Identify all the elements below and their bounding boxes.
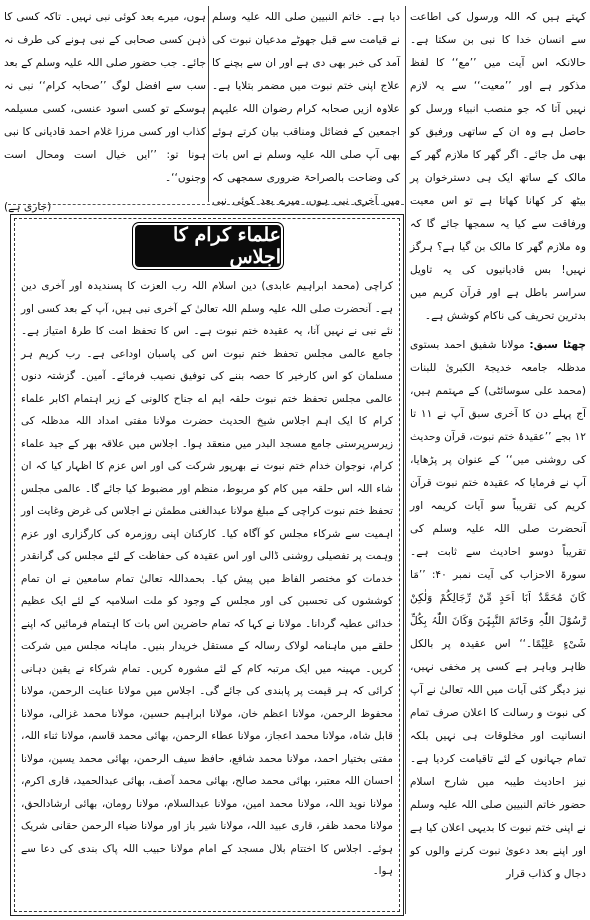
left-column-text: ہوں، میرے بعد کوئی نبی نہیں۔ تاکہ کسی کا ذہن کسی صحابی کے نبی ہونے کی طرف نہ جائے۔ جب حضور صلی اللہ علیہ وسلم کے بعد سب سے افضل لوگ ’’صحابہ کرام‘‘ نبی نہ ہوسکے تو کسی اسود عنسی، کسی مسیلمہ کذاب اور کسی مرزا غلام احمد قادیانی کا نبی ہونا تو: ’’ایں خیال است ومحال است وجنوں‘‘۔ (4, 11, 206, 184)
article-body (21, 275, 393, 907)
article-banner-title: علماء کرام کا اجلاس (135, 225, 281, 267)
continued-note: (جاری ہے) (4, 201, 52, 213)
column-divider-right (405, 6, 406, 914)
lesson-six-paragraph (410, 334, 586, 886)
lesson-six-heading: چھٹا سبق: (529, 339, 586, 351)
middle-column-text: دیا ہے۔ خاتم النبیین صلی اللہ علیہ وسلم نے قیامت سے قبل جھوٹے مدعیان نبوت کی آمد کی خبر بھی دی ہے اور ان سے بچنے کا علاج اپنی ختم نبوت میں مضمر بتلایا ہے۔ علاوہ ازیں صحابہ کرام رضوان اللہ علیہم اجمعین کے فضائل ومناقب بیان کرتے ہوئے بھی آپ صلی اللہ علیہ وسلم نے اس بات کی وضاحت بالصراحۃ ضروری سمجھی کہ میں آخری نبی ہوں، میرے بعد کوئی نبی (212, 11, 400, 207)
article-box (10, 214, 404, 916)
article-body-text: کراچی (محمد ابراہیم عابدی) دین اسلام اللہ رب العزت کا پسندیدہ اور آخری دین ہے۔ آنحضرت صلی اللہ علیہ وسلم اللہ تعالیٰ کے آخری نبی ہیں، آپ کے بعد کسی اور نئے نبی نے نہیں آنا، یہ عقیدہ ختم نبوت ہے۔ اس کا تحفظ امت کا طرۂ امتیاز ہے۔ جامع عالمی مجلس تحفظ ختم نبوت اس کی پاسبان اوداعی ہے۔ رب کریم ہر مسلمان کو اس کارخیر کا حصہ بننے کی توفیق نصیب فرمائے۔ آمین۔ گزشتہ دنوں عالمی مجلس تحفظ ختم نبوت حلقہ ایم اے جناح کالونی کے زیر اہتمام اکابر علماء کرام کا ایک اہم اجلاس شیخ الحدیث حضرت مولانا مفتی امداد اللہ مدظلہ کی زیرسرپرستی جامع مسجد البدر میں منعقد ہوا۔ اجلاس میں علاقہ بھر کے جید علماء کرام، نوجوان خدام ختم نبوت نے بھرپور شرکت کی اور اس عزم کا اظہار کیا کہ ان شاء اللہ اس حلقہ میں کام کو مربوط، منظم اور مضبوط کیا جائے گا۔ عالمی مجلس تحفظ ختم نبوت کراچی کے مبلغ مولانا عبدالغنی مطمئن نے اجلاس کی غرض وغایت اور اہمیت سے شرکاء مجلس کو آگاہ کیا۔ کارکنان اپنی روزمرہ کی کارگزاری اور عزم وہمت پر تفصیلی روشنی ڈالی اور اس عقیدہ کی حفاظت کے لئے مجلس کی گرانقدر خدمات کو مختصر الفاظ میں پیش کیا۔ بحمداللہ تعالیٰ تمام سامعین نے ان تمام کوششوں کی تحسین کی اور مجلس کے وجود کو ملت اسلامیہ کے لئے ایک عظیم خدائی عطیہ گردانا۔ مولانا نے کہا کہ تمام حاضرین اس بات کا اہتمام فرمائیں کہ اپنے حلقے میں ماہنامہ لولاک رسالہ کے مستقل خریدار بنیں۔ ماہانہ مجلس میں شرکت کریں۔ مہینہ میں ایک مرتبہ کام کے لئے مشورہ کریں۔ تمام شرکاء نے یقین دہانی کرائی کہ ہر قیمت پر پابندی کی جائے گی۔ اجلاس میں مولانا عنایت الرحمن، مولانا محفوظ الرحمن، مولانا اعظم خان، مولانا ابراہیم حسین، مولانا محمد غزالی، مولانا قابل شاہ، مولانا محمد اعجاز، مولانا عطاء الرحمن، بھائی محمد قاسم، مولانا ثناء اللہ، مفتی بختیار احمد، مولانا محمد شافع، حافظ سیف الرحمن، بھائی محمد یسین، مولانا احسان اللہ معتبر، بھائی محمد صالح، بھائی محمد آصف، بھائی عبدالحمید، قاری اکرم، مولانا نوید اللہ، مولانا محمد امین، مولانا عبدالسلام، مولانا رومان، بھائی ارشادالحق، مولانا محمد ظفر، قاری عبید اللہ، مولانا شیر باز اور مولانا ضیاء الرحمن حقانی شریک ہوئے۔ اجلاس کا اختتام بلال مسجد کے امام مولانا حبیب اللہ پاک بندی کی دعا سے ہوا۔ (21, 280, 393, 877)
right-column-paragraph: کہتے ہیں کہ اللہ ورسول کی اطاعت سے انسان خدا کا نبی بن سکتا ہے۔ حالانکہ اس آیت میں ’’مع‘‘ کا لفظ مذکور ہے اور ’’معیت‘‘ سے یہ لازم نہیں آتا کہ جو منصب انبیاء ورسل کو حاصل ہے وہ ان کے ساتھی ورفیق کو بھی مل جائے۔ اگر گھر کا ملازم گھر کے مالک کے ساتھ ایک ہی دسترخوان پر بیٹھ کر کھانا کھاتا ہے تو اس معیت ورفاقت سے کیا یہ سمجھا جائے گا کہ وہ ملازم گھر کا مالک بن گیا ہے؟ ہرگز نہیں! بس قادیانیوں کی یہ تاویل سراسر باطل ہے اور قرآن کریم میں بدترین تحریف کی ناکام کوشش ہے۔ (410, 11, 586, 322)
column-divider-top (208, 6, 209, 202)
right-column (410, 6, 586, 916)
lesson-six-closing: اس عقیدہ پر بالکل ظاہر وباہر ہے کسی پر مخفی نہیں، نیز دیگر کئی آیات میں اللہ تعالیٰ نے آپ کی نبوت و رسالت کا اعلان صرف تمام انسانیت اور مخلوقات ہی نہیں بلکہ تمام جہانوں کے لئے تاقیامت کردیا ہے۔ نیز احادیث طیبہ میں شارح اسلام حضور خاتم النبیین صلی اللہ علیہ وسلم نے اپنی ختم نبوت کا بدیہی اعلان کیا ہے اور اپنے بعد دعویٰ نبوت کرنے والوں کو دجال و کذاب قرار (410, 638, 586, 880)
section-separator (8, 204, 404, 205)
left-column (4, 6, 206, 213)
quran-verse: ’’مَا کَانَ مُحَمَّدٌ اَبَا اَحَدٍ مِّنْ رِّجَالِکُمْ وَلٰکِنْ رَّسُوْلَ اللّٰہِ وَخَاتَمَ النَّبِیّٖنَ وَکَانَ اللّٰہُ بِکُلِّ شَیْءٍ عَلِیْمًا۔‘‘ (410, 569, 586, 650)
lesson-six-intro: مولانا شفیق احمد بستوی مدظلہ جامعہ خدیجۃ الکبریٰ للبنات (محمد علی سوسائٹی) کے مہتمم ہیں، آج پہلے دن کا آخری سبق آپ نے ۱۱ تا ۱۲ بجے ’’عقیدۂ ختم نبوت، قرآن وحدیث کی روشنی میں‘‘ کے عنوان پر پڑھایا، آپ نے فرمایا کہ عقیدہ ختم نبوت قرآن کریم کی تقریباً سو آیات کریمہ اور آنحضرت صلی اللہ علیہ وسلم کی تقریباً دوسو احادیث سے ثابت ہے۔ سورۃ الاحزاب کی آیت نمبر ۴۰: (410, 339, 587, 581)
middle-column (212, 6, 400, 207)
